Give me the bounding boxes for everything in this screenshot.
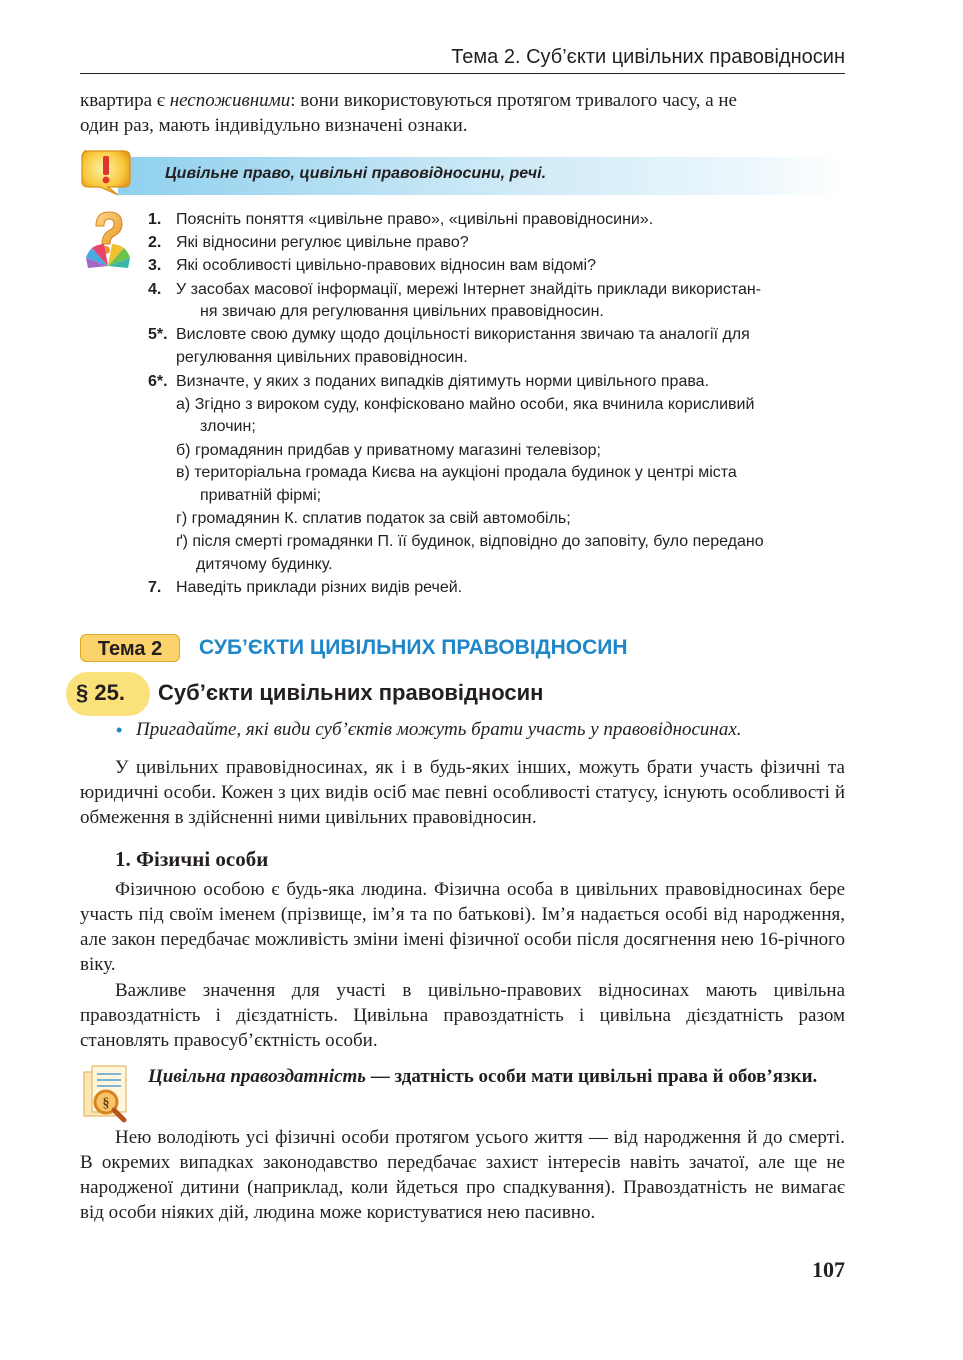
sub-item-v-cont: приватній фірмі; [200, 487, 322, 504]
intro-suffix: : вони використовуються протягом тривалого часу, а не [290, 90, 737, 111]
definition-term: Цивільна правоздатність [148, 1066, 366, 1087]
question-3: 3. Які особливості цивільно-правових відносин вам відомі? [148, 257, 596, 274]
recall-prompt: Пригадайте, які види суб’єктів можуть брати участь у правовідносинах. [136, 719, 742, 740]
question-6: 6*. Визначте, у яких з поданих випадків діятимуть норми цивільного права. [148, 373, 710, 390]
question-2: 2. Які відносини регулює цивільне право? [148, 234, 469, 251]
sub-item-h: г) громадянин К. сплатив податок за свій автомобіль; [176, 510, 571, 527]
svg-text:§: § [102, 1096, 110, 1111]
definition-rest: — здатність особи мати цивільні права й обов’язки. [366, 1066, 818, 1087]
intro-prefix: квартира є [80, 90, 170, 111]
sub-item-a: а) Згідно з вироком суду, конфісковано майно особи, яка вчинила корисливий [176, 396, 755, 413]
intro-paragraph [80, 88, 845, 138]
header-rule [80, 73, 845, 74]
body-paragraph-2: Фізичною особою є будь-яка людина. Фізична особа в цивільних правовідносинах бере участь під своїм іменем (прізвище, ім’я та по батькові). Ім’я надається особі від народження, але закон передбачає можливість зміни імені фізичної особи після досягнення нею 16-річного віку. [80, 879, 845, 975]
intro-line2: один раз, мають індивідульно визначені ознаки. [80, 115, 468, 136]
question-5: 5*. Висловте свою думку щодо доцільності використання звичаю та аналогії для [148, 326, 750, 343]
section-number: § 25. [76, 680, 125, 705]
body-paragraph-1: У цивільних правовідносинах, як і в будь-яких інших, можуть брати участь фізичні та юридичні особи. Кожен з цих видів осіб має певні особливості статусу, існують особливості й обмеження в здійсненні ними цивільних правовідносин. [80, 757, 845, 828]
sub-item-v: в) територіальна громада Києва на аукціоні продала будинок у центрі міста [176, 464, 737, 481]
topic-title: СУБ’ЄКТИ ЦИВІЛЬНИХ ПРАВОВІДНОСИН [199, 636, 628, 659]
page-number: 107 [812, 1257, 845, 1282]
recall-bullet: • [116, 720, 123, 740]
question-icon [82, 208, 134, 272]
sub-heading: 1. Фізичні особи [115, 847, 269, 871]
sub-item-a-cont: злочин; [200, 418, 256, 435]
question-7: 7. Наведіть приклади різних видів речей. [148, 579, 463, 596]
definition-document-icon [80, 1064, 135, 1124]
exclamation-icon [78, 147, 134, 197]
sub-item-b: б) громадянин придбав у приватному магазині телевізор; [176, 442, 601, 459]
question-5-cont: регулювання цивільних правовідносин. [176, 349, 468, 366]
topic-badge: Тема 2 [80, 634, 180, 662]
question-1: 1. Поясніть поняття «цивільне право», «цивільні правовідносини». [148, 211, 654, 228]
sub-item-g-cont: дитячому будинку. [196, 556, 333, 573]
intro-emphasis: неспоживними [169, 90, 291, 111]
question-4: 4. У засобах масової інформації, мережі Інтернет знайдіть приклади використан- [148, 281, 762, 298]
definition-text [148, 1064, 845, 1089]
running-header: Тема 2. Суб’єкти цивільних правовідносин [451, 46, 845, 68]
body-paragraph-4: Нею володіють усі фізичні особи протягом усього життя — від народження й до смерті. В окремих випадках законодавство передбачає захист інтересів навіть зачатої, але ще не народженої дитини (наприклад, коли йдеться про спадкування). Правоздатність не вимагає від особи ніяких дій, людина може користуватися нею пасивно. [80, 1127, 845, 1223]
body-paragraph-3: Важливе значення для участі в цивільно-правових відносинах мають цивільна правоздатність і дієздатність. Цивільна правоздатність і цивільна дієздатність разом становлять правосуб’єктність особи. [80, 980, 845, 1051]
question-4-cont: ня звичаю для регулювання цивільних правовідносин. [200, 303, 604, 320]
sub-item-g: ґ) після смерті громадянки П. її будинок, відповідно до заповіту, було передано [176, 533, 764, 550]
section-title: Суб’єкти цивільних правовідносин [158, 680, 544, 705]
key-terms-text: Цивільне право, цивільні правовідносини, речі. [165, 165, 547, 182]
